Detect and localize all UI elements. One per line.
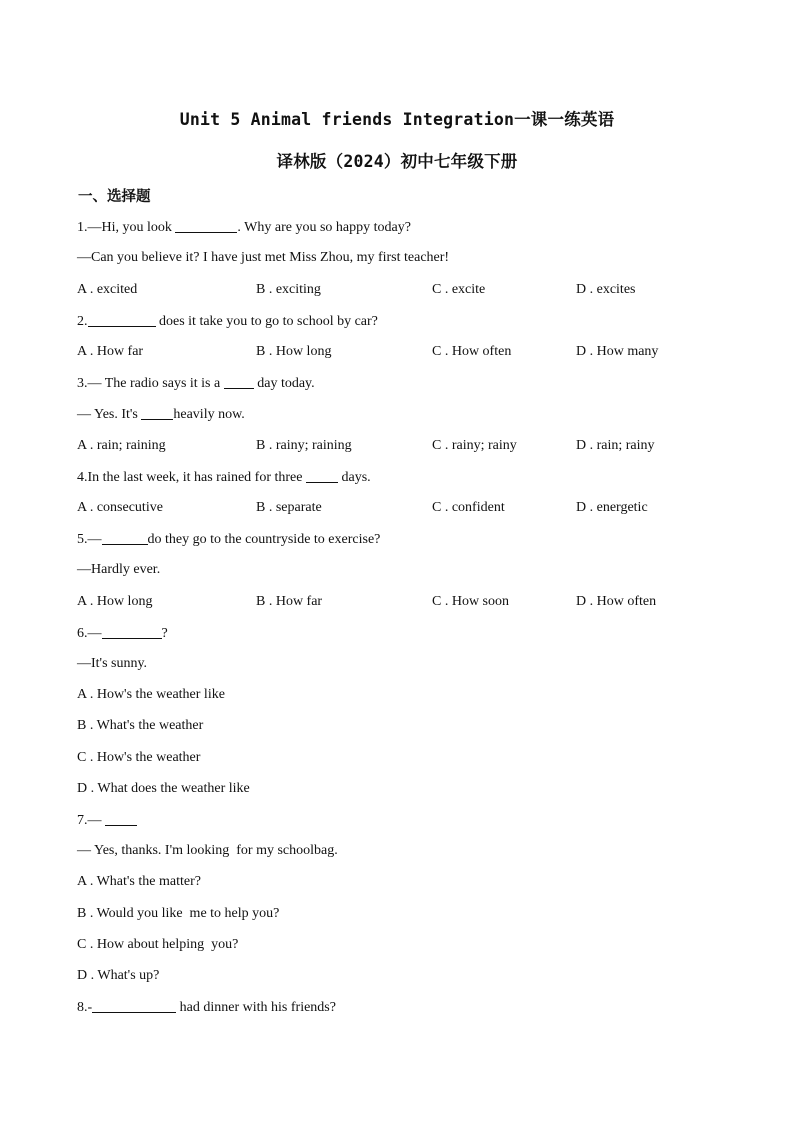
question-stem: 8.- had dinner with his friends? [77, 1000, 336, 1015]
option-b[interactable]: B . How far [256, 594, 323, 609]
option-c[interactable]: C . How often [432, 344, 512, 359]
section-heading: 一、选择题 [78, 189, 151, 205]
option-d[interactable]: D . rain; rainy [576, 438, 655, 453]
question-stem: 3.— The radio says it is a day today. [77, 376, 315, 391]
question-stem: 7.— [77, 811, 137, 830]
answer-blank[interactable] [92, 998, 176, 1013]
option-b[interactable]: B . Would you like me to help you? [77, 906, 280, 921]
question-line: — Yes, thanks. I'm looking for my schoolbag. [77, 843, 338, 858]
answer-blank[interactable] [88, 312, 156, 327]
answer-blank[interactable] [175, 218, 237, 233]
question-stem: 1.—Hi, you look . Why are you so happy today? [77, 220, 411, 235]
option-a[interactable]: A . consecutive [77, 500, 163, 515]
option-b[interactable]: B . What's the weather [77, 718, 204, 733]
option-a[interactable]: A . excited [77, 282, 138, 297]
option-b[interactable]: B . rainy; raining [256, 438, 352, 453]
option-d[interactable]: D . energetic [576, 500, 648, 515]
option-a[interactable]: A . What's the matter? [77, 874, 201, 889]
question-line: — Yes. It's heavily now. [77, 407, 245, 422]
question-line: —Hardly ever. [77, 562, 161, 577]
option-d[interactable]: D . excites [576, 282, 636, 297]
option-c[interactable]: C . excite [432, 282, 486, 297]
option-a[interactable]: A . How far [77, 344, 144, 359]
answer-blank[interactable] [105, 811, 137, 826]
option-a[interactable]: A . rain; raining [77, 438, 166, 453]
option-b[interactable]: B . How long [256, 344, 332, 359]
answer-blank[interactable] [141, 405, 173, 420]
option-d[interactable]: D . What's up? [77, 968, 160, 983]
answer-blank[interactable] [102, 530, 148, 545]
option-d[interactable]: D . How often [576, 594, 657, 609]
option-c[interactable]: C . How soon [432, 594, 510, 609]
question-stem: 5.— do they go to the countryside to exercise? [77, 532, 381, 547]
question-stem: 2. does it take you to go to school by car? [77, 314, 378, 329]
question-line: —Can you believe it? I have just met Miss Zhou, my first teacher! [77, 250, 450, 265]
option-d[interactable]: D . How many [576, 344, 659, 359]
option-b[interactable]: B . exciting [256, 282, 321, 297]
option-a[interactable]: A . How long [77, 594, 153, 609]
answer-blank[interactable] [306, 468, 338, 483]
option-a[interactable]: A . How's the weather like [77, 687, 225, 702]
question-line: —It's sunny. [77, 656, 148, 671]
option-b[interactable]: B . separate [256, 500, 322, 515]
option-c[interactable]: C . rainy; rainy [432, 438, 517, 453]
option-d[interactable]: D . What does the weather like [77, 781, 250, 796]
question-stem: 4.In the last week, it has rained for three days. [77, 470, 371, 485]
option-c[interactable]: C . How about helping you? [77, 937, 239, 952]
question-stem: 6.— ? [77, 626, 168, 641]
answer-blank[interactable] [102, 624, 162, 639]
answer-blank[interactable] [224, 374, 254, 389]
page-title: Unit 5 Animal friends Integration一课一练英语 [179, 110, 615, 129]
option-c[interactable]: C . confident [432, 500, 505, 515]
page-subtitle: 译林版（2024）初中七年级下册 [276, 152, 518, 171]
option-c[interactable]: C . How's the weather [77, 750, 201, 765]
